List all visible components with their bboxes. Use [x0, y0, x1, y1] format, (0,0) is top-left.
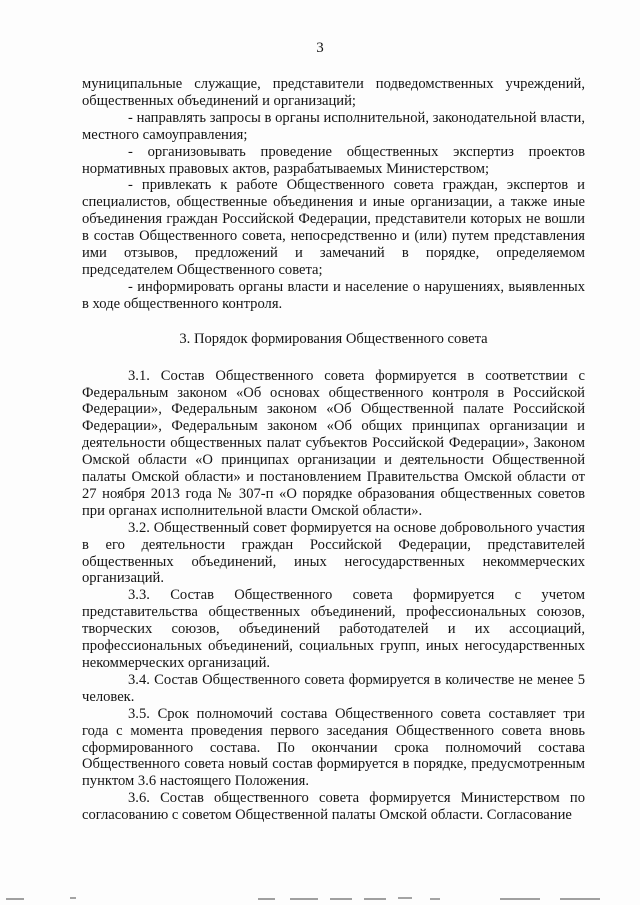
page-number: 3 [316, 40, 324, 56]
clause-3-4: 3.4. Состав Общественного совета формируется в количестве не менее 5 человек. [82, 671, 585, 705]
continuation-paragraph: муниципальные служащие, представители подведомственных учреждений, общественных объединений и организаций; [82, 76, 585, 109]
section-title: 3. Порядок формирования Общественного совета [179, 330, 488, 347]
clause-3-5: 3.5. Срок полномочий состава Общественного совета составляет три года с момента проведения первого заседания Общественного совета вновь сформированного состава. По окончании срока полномочий состава Общественного совета новый состав формируется в порядке, предусмотренным пунктом 3.6 настоящего Положения. [82, 705, 585, 790]
list-item-requests: - направлять запросы в органы исполнительной, законодательной власти, местного самоуправления; [82, 109, 585, 143]
list-item-inform: - информировать органы власти и население о нарушениях, выявленных в ходе общественного контроля. [82, 278, 585, 312]
list-item-involvement: - привлекать к работе Общественного совета граждан, экспертов и специалистов, общественные объединения и иные организации, а также иные объединения граждан Российской Федерации, представители которых не вошли в состав Общественного совета, непосредственно и (или) путем представления ими отзывов, предложений и замечаний в порядке, определяемом председателем Общественного совета; [82, 177, 585, 278]
clause-3-2: 3.2. Общественный совет формируется на основе добровольного участия в его деятельности граждан Российской Федерации, представителей общественных объединений, иных негосударственных некоммерческих организаций. [82, 519, 585, 587]
list-item-expertise: - организовывать проведение общественных экспертиз проектов нормативных правовых актов, разрабатываемых Министерством; [82, 143, 585, 177]
clause-3-6: 3.6. Состав общественного совета формируется Министерством по согласованию с советом Общественной палаты Омской области. Согласование [82, 790, 585, 824]
document-body [82, 76, 585, 824]
scan-edge-marks [0, 893, 640, 905]
clause-3-3: 3.3. Состав Общественного совета формируется с учетом представительства общественных объединений, профессиональных союзов, творческих союзов, объединений работодателей и их ассоциаций, профессиональных объединений, социальных групп, иных негосударственных некоммерческих организаций. [82, 587, 585, 671]
clause-3-1: 3.1. Состав Общественного совета формируется в соответствии с Федеральным законом «Об основах общественного контроля в Российской Федерации», Федеральным законом «Об Общественной палате Российской Федерации», Федеральным законом «Об общих принципах организации и деятельности общественных палат субъектов Российской Федерации», Законом Омской области «О принципах организации и деятельности Общественной палаты Омской области» и постановлением Правительства Омской области от 27 ноября 2013 года № 307-п «О порядке образования общественных советов при органах исполнительной власти Омской области». [82, 367, 585, 519]
